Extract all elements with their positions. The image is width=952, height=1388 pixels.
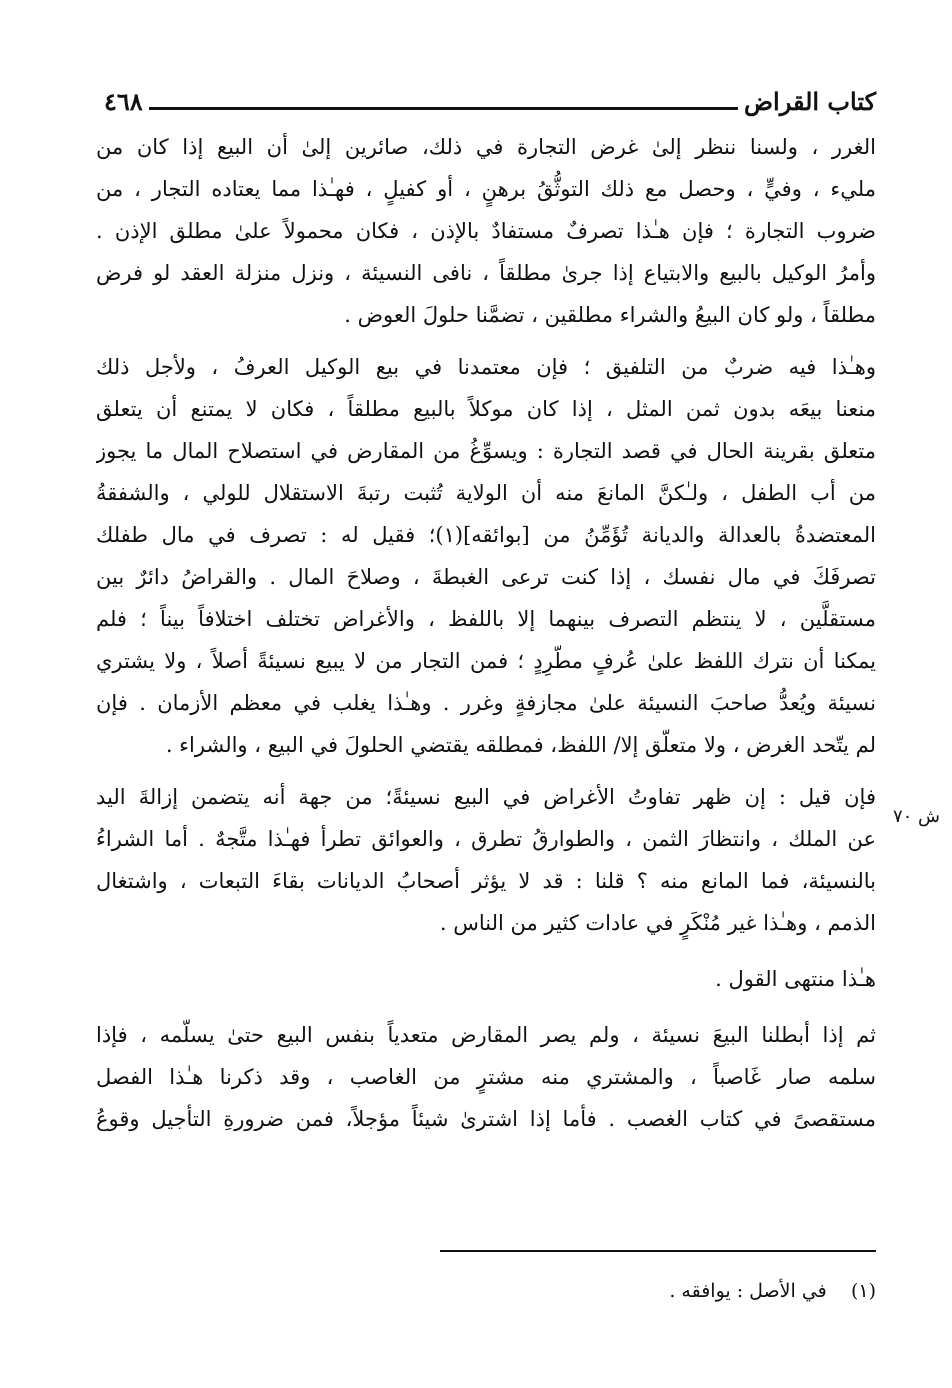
text-line: منعنا بيعَه بدون ثمن المثل ، إذا كان موكلاً بالبيع مطلقاً ، فكان لا يمتنع أن يتعلق: [96, 397, 876, 421]
running-header: [96, 78, 876, 118]
text-line: من أب الطفل ، ولـٰكنَّ المانعَ منه أن الولاية تُثبت رتبةَ الاستقلال للولي ، والشفقةُ: [96, 481, 876, 505]
text-line: بالنسيئة، فما المانع منه ؟ قلنا : قد لا يؤثر أصحابُ الديانات بقاءَ التبعات ، واشتغال: [96, 869, 876, 893]
text-line: الغرر ، ولسنا ننظر إلىٰ غرض التجارة في ذلك، صائرين إلىٰ أن البيع إذا كان من: [96, 135, 876, 159]
text-line: سلمه صار غَاصباً ، والمشتري منه مشترٍ من الغاصب ، وقد ذكرنا هـٰذا الفصل: [96, 1065, 876, 1089]
footnote-marker: (١): [850, 1280, 876, 1302]
text-line: عن الملك ، وانتظارَ الثمن ، والطوارقُ تطرق ، والعوائق تطرأ فهـٰذا متَّجهٌ . أما الشراءُ: [96, 827, 876, 851]
text-line: فإن قيل : إن ظهر تفاوتُ الأغراض في البيع نسيئةً؛ من جهة أنه يتضمن إزالةَ اليد: [96, 785, 876, 809]
footnote-text: في الأصل : يوافقه .: [669, 1280, 827, 1302]
text-line: ضروب التجارة ؛ فإن هـٰذا تصرفٌ مستفادٌ بالإذن ، فكان محمولاً علىٰ مطلق الإذن .: [96, 219, 876, 243]
text-line: هـٰذا منتهى القول .: [715, 967, 876, 991]
paragraph-gap: [96, 1000, 876, 1014]
text-line: نسيئة ويُعدُّ صاحبَ النسيئة علىٰ مجازفةٍ وغرر . وهـٰذا يغلب في معظم الأزمان . فإن: [96, 691, 876, 715]
text-line: المعتضدةُ بالعدالة والديانة تُؤَمِّنُ من [بوائقه](١)؛ فقيل له : تصرف في مال طفلك: [96, 523, 876, 547]
margin-note: ش ٧٠: [892, 806, 940, 827]
book-title: كتاب القراض: [744, 87, 876, 116]
footnote: [96, 1270, 876, 1312]
paragraph-gap: [96, 766, 876, 776]
text-line: متعلق بقرينة الحال في قصد التجارة : ويسوِّغُ من المقارض في استصلاح المال ما يجوز: [96, 439, 876, 463]
text-line: ثم إذا أبطلنا البيعَ نسيئة ، ولم يصر المقارض متعدياً بنفس البيع حتىٰ يسلّمه ، فإذا: [96, 1023, 876, 1047]
text-line: تصرفَكَ في مال نفسك ، إذا كنت ترعى الغبطةَ ، وصلاحَ المال . والقراضُ دائرٌ بين: [96, 565, 876, 589]
paragraph-gap: [96, 944, 876, 958]
text-line: وهـٰذا فيه ضربٌ من التلفيق ؛ فإن معتمدنا في بيع الوكيل العرفُ ، ولأجل ذلك: [96, 355, 876, 379]
page-number: ٤٦٨: [104, 87, 143, 116]
text-line: يمكنا أن نترك اللفظ علىٰ عُرفٍ مطّرِدٍ ؛ فمن التجار من لا يبيع نسيئةً أصلاً ، ولا يشتري: [96, 649, 876, 673]
footnote-rule: [440, 1250, 876, 1252]
body-text: [96, 126, 876, 1140]
header-rule: [149, 107, 738, 110]
text-line: وأمرُ الوكيل بالبيع والابتياع إذا جرىٰ مطلقاً ، نافى النسيئة ، ونزل منزلة العقد لو فرض: [96, 261, 876, 285]
paragraph-gap: [96, 336, 876, 346]
text-line: مستقلَّين ، لا ينتظم التصرف بينهما إلا باللفظ ، والأغراض تختلف اختلافاً بيناً ؛ فلم: [96, 607, 876, 631]
text-line: مليء ، وفيٍّ ، وحصل مع ذلك التوثُّقُ برهنٍ ، أو كفيلٍ ، فهـٰذا مما يعتاده التجار ، من: [96, 177, 876, 201]
text-line: مستقصىً في كتاب الغصب . فأما إذا اشترىٰ شيئاً مؤجلاً، فمن ضرورةِ التأجيل وقوعُ: [96, 1107, 876, 1131]
text-line: الذمم ، وهـٰذا غير مُنْكَرٍ في عادات كثير من الناس .: [439, 911, 876, 935]
text-line: لم يتّحد الغرض ، ولا متعلّق إلا/ اللفظ، فمطلقه يقتضي الحلولَ في البيع ، والشراء .: [165, 733, 876, 757]
text-line: مطلقاً ، ولو كان البيعُ والشراء مطلقين ، تضمَّنا حلولَ العوض .: [344, 303, 876, 327]
